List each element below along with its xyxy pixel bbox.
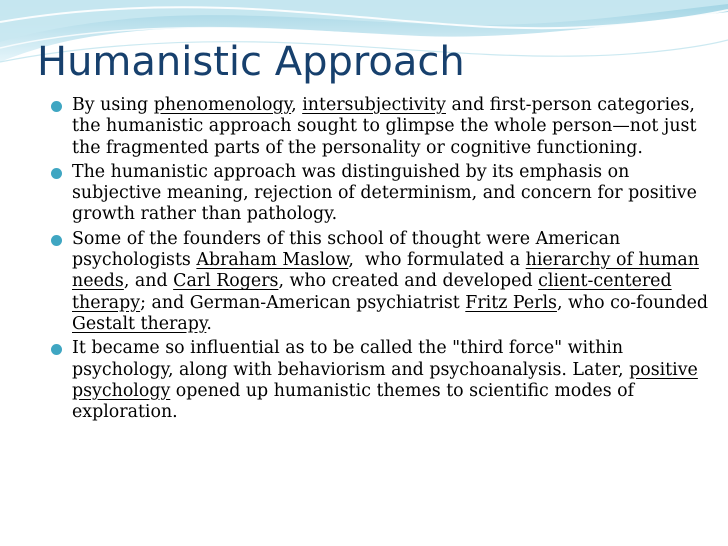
link-gestalt-therapy[interactable]: Gestalt therapy — [72, 313, 207, 334]
link-phenomenology[interactable]: phenomenology — [153, 95, 292, 115]
bullet-dot-icon — [51, 344, 62, 355]
slide-title: Humanistic Approach — [37, 39, 465, 85]
bullet-item: It became so influential as to be called the "third force" within psychology, along with behaviorism and psychoanalysis. Later, positive psychology opened up humanistic themes to scientific modes of exploration. — [72, 338, 712, 423]
bullet-dot-icon — [51, 168, 62, 179]
link-hierarchy-of-human-needs[interactable]: hierarchy of human needs — [72, 250, 699, 292]
link-intersubjectivity[interactable]: intersubjectivity — [302, 95, 446, 115]
link-client-centered-therapy[interactable]: client-centered therapy — [72, 271, 672, 313]
link-fritz-perls[interactable]: Fritz Perls — [465, 292, 557, 313]
bullet-item: Some of the founders of this school of thought were American psychologists Abraham Maslow, who formulated a hierarchy of human needs, and Carl Rogers, who created and developed client-centered therapy; and German-American psychiatrist Fritz Perls, who co-founded Gestalt therapy. — [72, 229, 712, 335]
bullet-item: By using phenomenology, intersubjectivity and first-person categories, the humanistic approach sought to glimpse the whole person—not just the fragmented parts of the personality or cognitive functioning. — [72, 95, 712, 159]
link-carl-rogers[interactable]: Carl Rogers — [173, 271, 279, 292]
bullet-dot-icon — [51, 235, 62, 246]
bullet-item: The humanistic approach was distinguished by its emphasis on subjective meaning, rejection of determinism, and concern for positive growth rather than pathology. — [72, 162, 712, 226]
bullet-list — [72, 95, 712, 426]
link-abraham-maslow[interactable]: Abraham Maslow — [196, 250, 349, 271]
bullet-dot-icon — [51, 101, 62, 112]
link-positive-psychology[interactable]: positive psychology — [72, 359, 698, 401]
